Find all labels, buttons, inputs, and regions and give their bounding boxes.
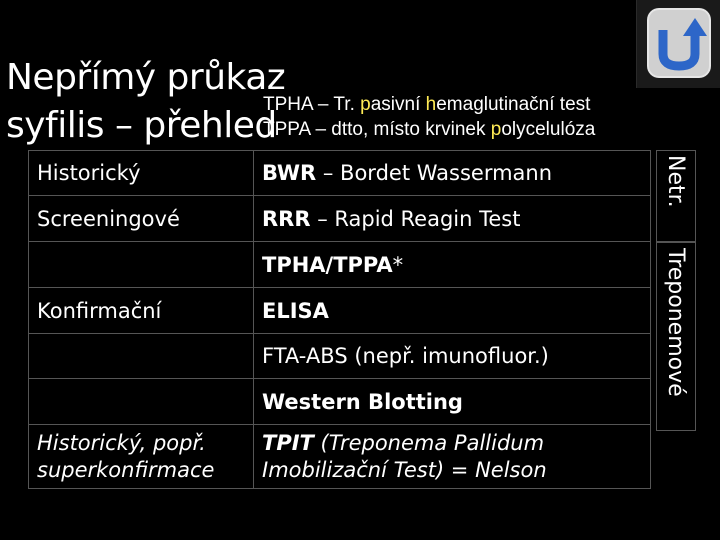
test-western-blotting: Western Blotting bbox=[254, 379, 651, 425]
test-name: – Bordet Wassermann bbox=[316, 161, 553, 185]
tpit-text: I bbox=[262, 457, 269, 482]
tpit-text: est) = Nelson bbox=[403, 457, 547, 482]
tppa-text: – dtto, místo krvinek bbox=[310, 119, 491, 140]
back-button[interactable] bbox=[636, 0, 720, 88]
tpit-text: P bbox=[453, 430, 467, 455]
slide-title bbox=[6, 54, 285, 150]
abbreviation-notes bbox=[263, 92, 595, 142]
test-abbr: RRR bbox=[262, 206, 311, 231]
test-name: – Rapid Reagin Test bbox=[310, 206, 521, 231]
table-row bbox=[29, 334, 651, 379]
tpha-text: – Tr. bbox=[312, 94, 361, 115]
tppa-note bbox=[263, 117, 595, 142]
category-superconfirmation bbox=[29, 425, 254, 489]
test-rrr bbox=[254, 196, 651, 242]
tpit-line-2 bbox=[262, 457, 650, 484]
category-confirmatory: Konfirmační bbox=[29, 288, 254, 334]
tpha-abbr: TPHA bbox=[263, 94, 313, 115]
test-abbr: TPHA/TPPA bbox=[262, 252, 393, 277]
nontreponemal-group bbox=[656, 150, 696, 243]
table-row-superconfirmation bbox=[29, 425, 651, 489]
category-line-1: Historický, popř. bbox=[37, 430, 206, 455]
title-line-1: Nepřímý průkaz bbox=[6, 57, 286, 98]
tppa-abbr: TPPA bbox=[263, 119, 311, 140]
empty-cell bbox=[29, 242, 254, 288]
test-tpit bbox=[254, 425, 651, 489]
treponemal-label: Treponemové bbox=[663, 248, 688, 397]
category-line-2: superkonfirmace bbox=[37, 457, 215, 482]
tpha-text: emaglutinační test bbox=[436, 94, 591, 115]
tpha-highlight-h: h bbox=[425, 94, 437, 115]
treponemal-group bbox=[656, 241, 696, 431]
empty-cell bbox=[29, 379, 254, 425]
tpit-line-1 bbox=[262, 430, 650, 457]
test-abbr: BWR bbox=[262, 161, 317, 185]
table-row bbox=[29, 242, 651, 288]
test-tpha-tppa bbox=[254, 242, 651, 288]
tpha-highlight-p: p bbox=[360, 94, 371, 115]
table-row-screening bbox=[29, 196, 651, 242]
tpit-text: allidum bbox=[466, 430, 545, 455]
test-fta-abs: FTA-ABS (nepř. imunofluor.) bbox=[254, 334, 651, 379]
test-overview-table bbox=[28, 150, 651, 489]
tpit-text: T bbox=[393, 457, 404, 482]
empty-cell bbox=[29, 334, 254, 379]
tpha-note bbox=[263, 92, 595, 117]
test-elisa: ELISA bbox=[254, 288, 651, 334]
tpha-text: asivní bbox=[370, 94, 426, 115]
test-abbr: TPIT bbox=[262, 430, 314, 455]
table-row-historical bbox=[29, 151, 651, 196]
tpit-text: T bbox=[328, 430, 340, 455]
nontreponemal-label: Netr. bbox=[663, 155, 688, 208]
test-bwr bbox=[254, 151, 651, 196]
table-row-confirmatory bbox=[29, 288, 651, 334]
tpit-text: ( bbox=[313, 430, 329, 455]
tppa-text: olycelulóza bbox=[501, 119, 596, 140]
table-row bbox=[29, 379, 651, 425]
tpit-text: mobilizační bbox=[268, 457, 394, 482]
tpit-text: reponema bbox=[339, 430, 454, 455]
u-turn-back-arrow-icon bbox=[637, 0, 720, 88]
category-historical: Historický bbox=[29, 151, 254, 196]
asterisk: * bbox=[392, 252, 404, 277]
category-screening: Screeningové bbox=[29, 196, 254, 242]
title-line-2: syfilis – přehled bbox=[6, 105, 277, 146]
tppa-highlight-p: p bbox=[490, 119, 502, 140]
